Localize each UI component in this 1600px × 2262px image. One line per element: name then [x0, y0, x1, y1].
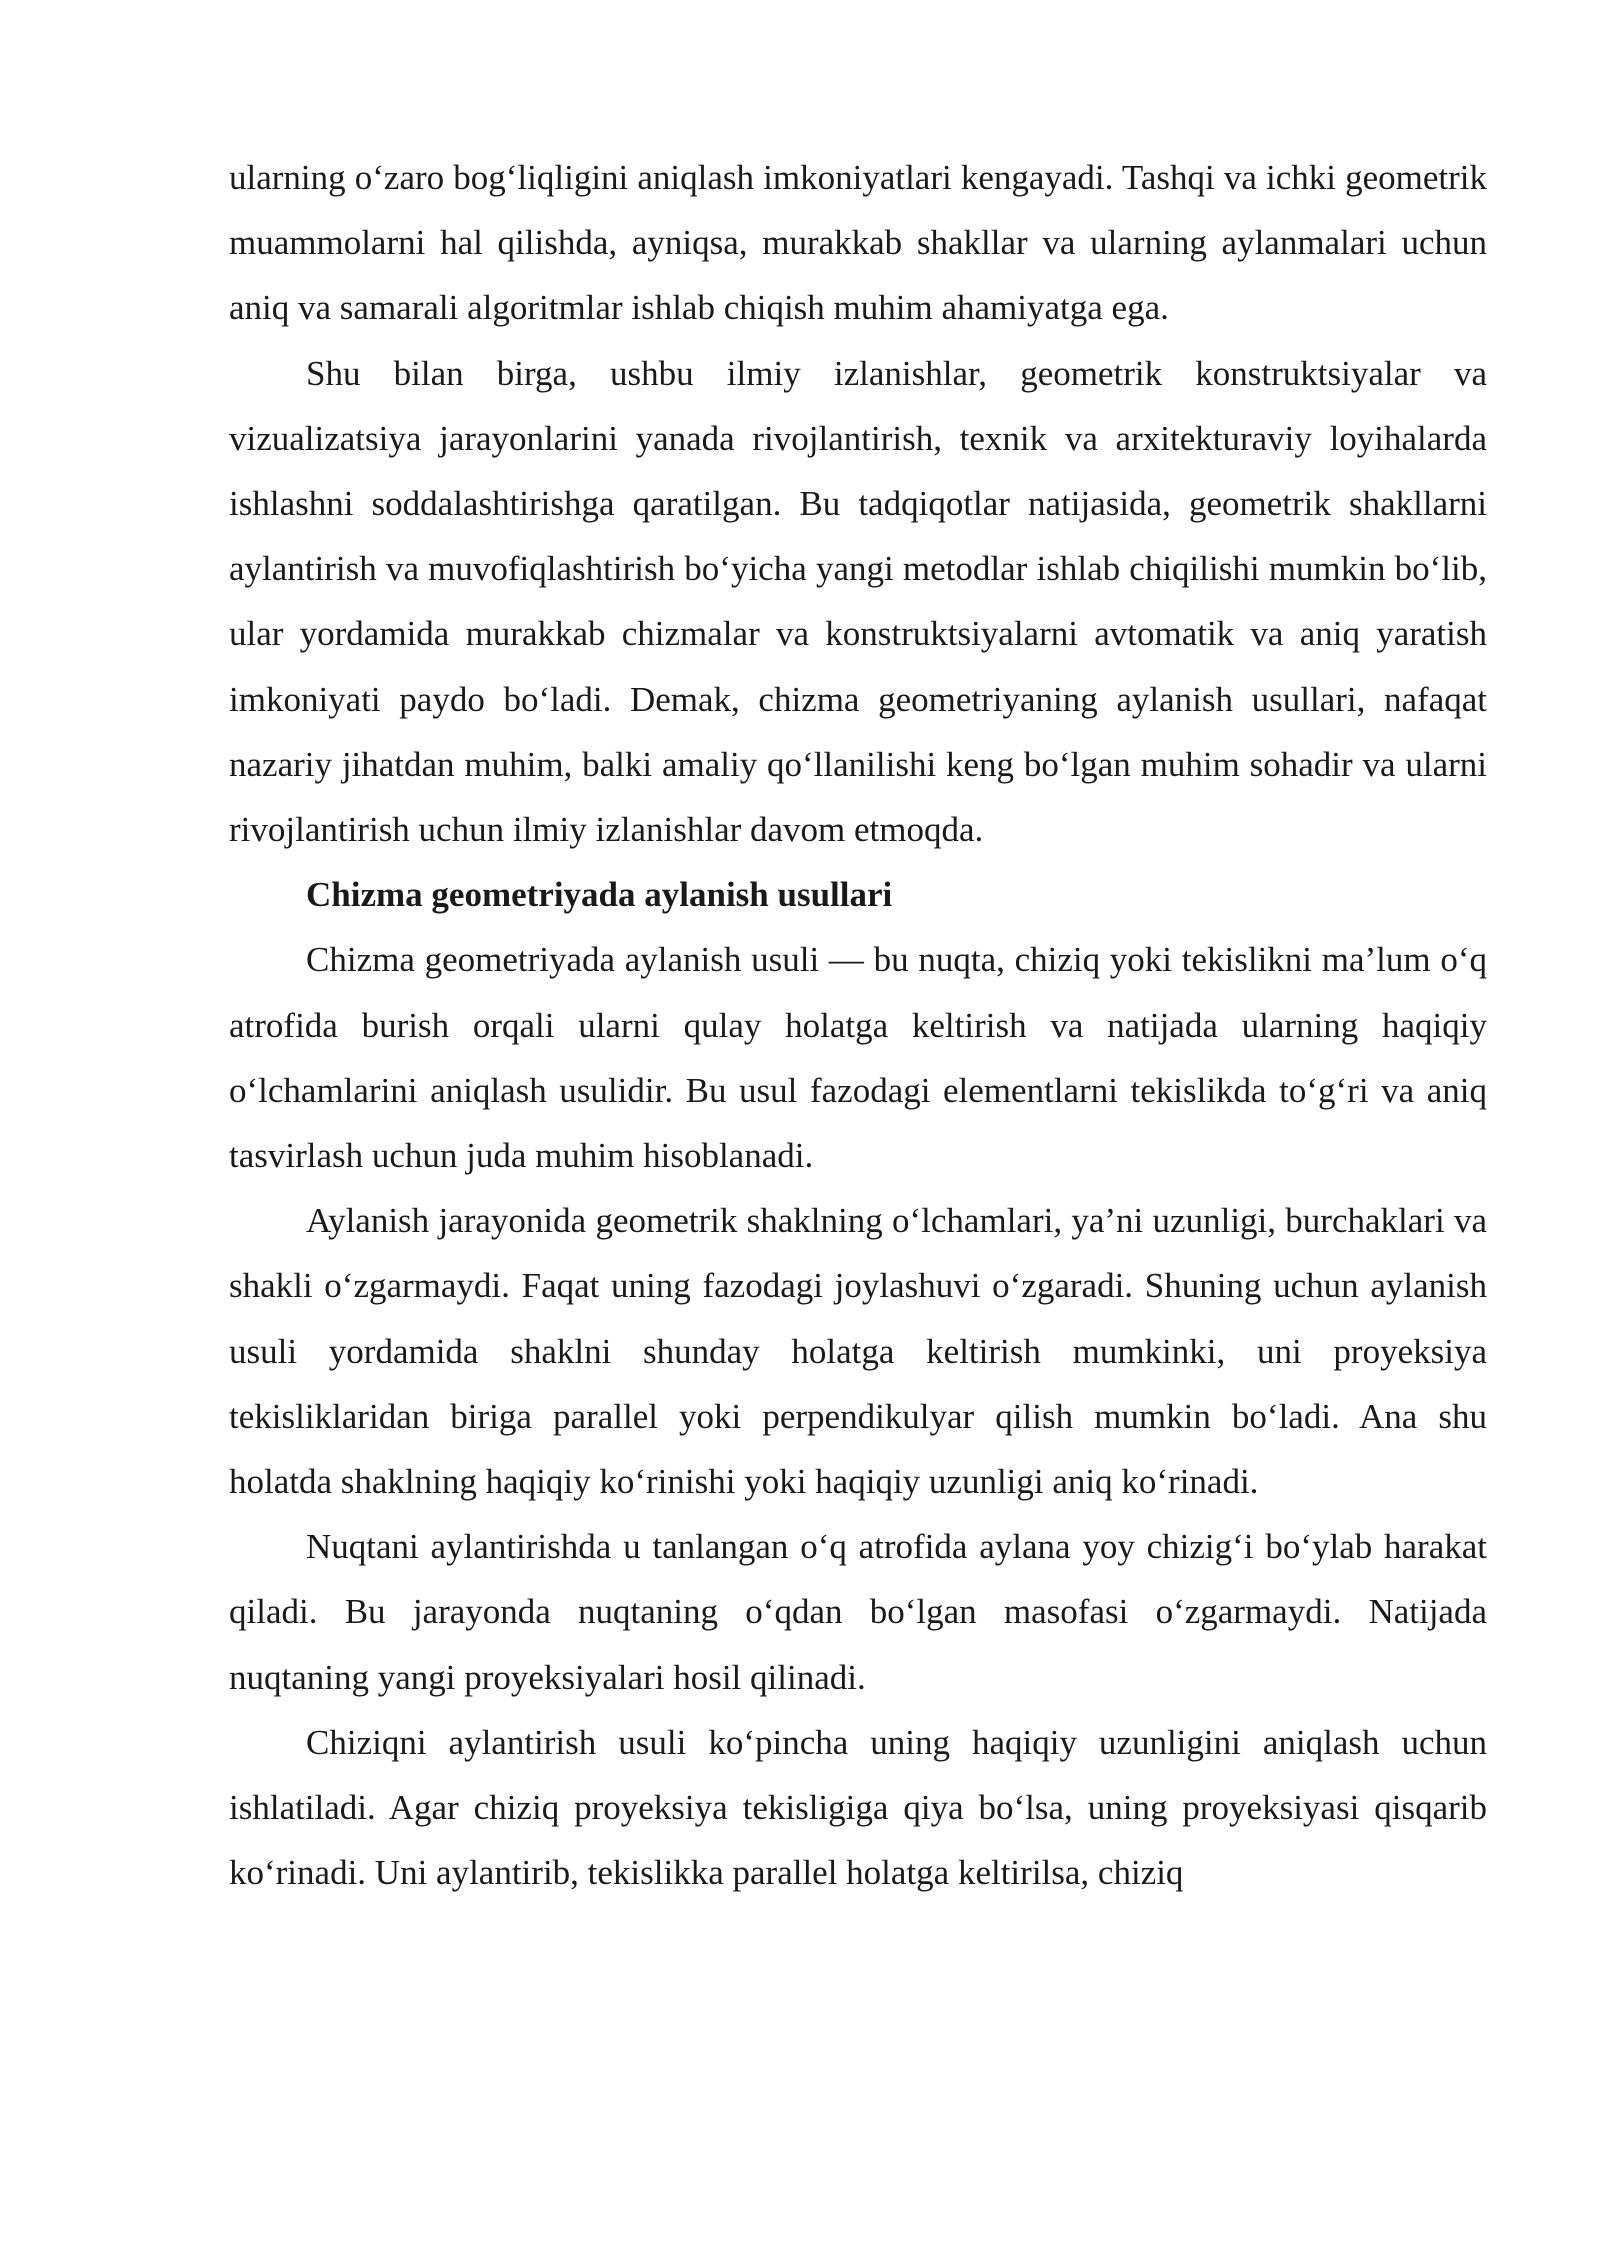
paragraph-continuation: ularning o‘zaro bog‘liqligini aniqlash imkoniyatlari kengayadi. Tashqi va ichki geometrik muammolarni hal qilishda, ayniqsa, murakkab shakllar va ularning aylanmalari uchun aniq va samarali algoritmlar ishlab chiqish muhim ahamiyatga ega.: [229, 158, 1487, 328]
paragraph: Shu bilan birga, ushbu ilmiy izlanishlar, geometrik konstruktsiyalar va vizualizatsiya jarayonlarini yanada rivojlantirish, texnik va arxitekturaviy loyihalarda ishlashni soddalashtirishga qaratilgan. Bu tadqiqotlar natijasida, geometrik shakllarni aylantirish va muvofiqlashtirish bo‘yicha yangi metodlar ishlab chiqilishi mumkin bo‘lib, ular yordamida murakkab chizmalar va konstruktsiyalarni avtomatik va aniq yaratish imkoniyati paydo bo‘ladi. Demak, chizma geometriyaning aylanish usullari, nafaqat nazariy jihatdan muhim, balki amaliy qo‘llanilishi keng bo‘lgan muhim sohadir va ularni rivojlantirish uchun ilmiy izlanishlar davom etmoqda.: [229, 353, 1487, 850]
paragraph: Chizma geometriyada aylanish usuli — bu nuqta, chiziq yoki tekislikni ma’lum o‘q atrofida burish orqali ularni qulay holatga keltirish va natijada ularning haqiqiy o‘lchamlarini aniqlash usulidir. Bu usul fazodagi elementlarni tekislikda to‘g‘ri va aniq tasvirlash uchun juda muhim hisoblanadi.: [229, 940, 1487, 1176]
paragraph: Aylanish jarayonida geometrik shaklning o‘lchamlari, ya’ni uzunligi, burchaklari va shakli o‘zgarmaydi. Faqat uning fazodagi joylashuvi o‘zgaradi. Shuning uchun aylanish usuli yordamida shaklni shunday holatga keltirish mumkinki, uni proyeksiya tekisliklaridan biriga parallel yoki perpendikulyar qilish mumkin bo‘ladi. Ana shu holatda shaklning haqiqiy ko‘rinishi yoki haqiqiy uzunligi aniq ko‘rinadi.: [229, 1201, 1487, 1502]
paragraph: Chiziqni aylantirish usuli ko‘pincha uning haqiqiy uzunligini aniqlash uchun ishlatiladi. Agar chiziq proyeksiya tekisligiga qiya bo‘lsa, uning proyeksiyasi qisqarib ko‘rinadi. Uni aylantirib, tekislikka parallel holatga keltirilsa, chiziq: [229, 1722, 1487, 1893]
section-heading: Chizma geometriyada aylanish usullari: [306, 875, 893, 915]
paragraph: Nuqtani aylantirishda u tanlangan o‘q atrofida aylana yoy chizig‘i bo‘ylab harakat qiladi. Bu jarayonda nuqtaning o‘qdan bo‘lgan masofasi o‘zgarmaydi. Natijada nuqtaning yangi proyeksiyalari hosil qilinadi.: [229, 1527, 1487, 1697]
body-text: [229, 145, 1487, 1905]
